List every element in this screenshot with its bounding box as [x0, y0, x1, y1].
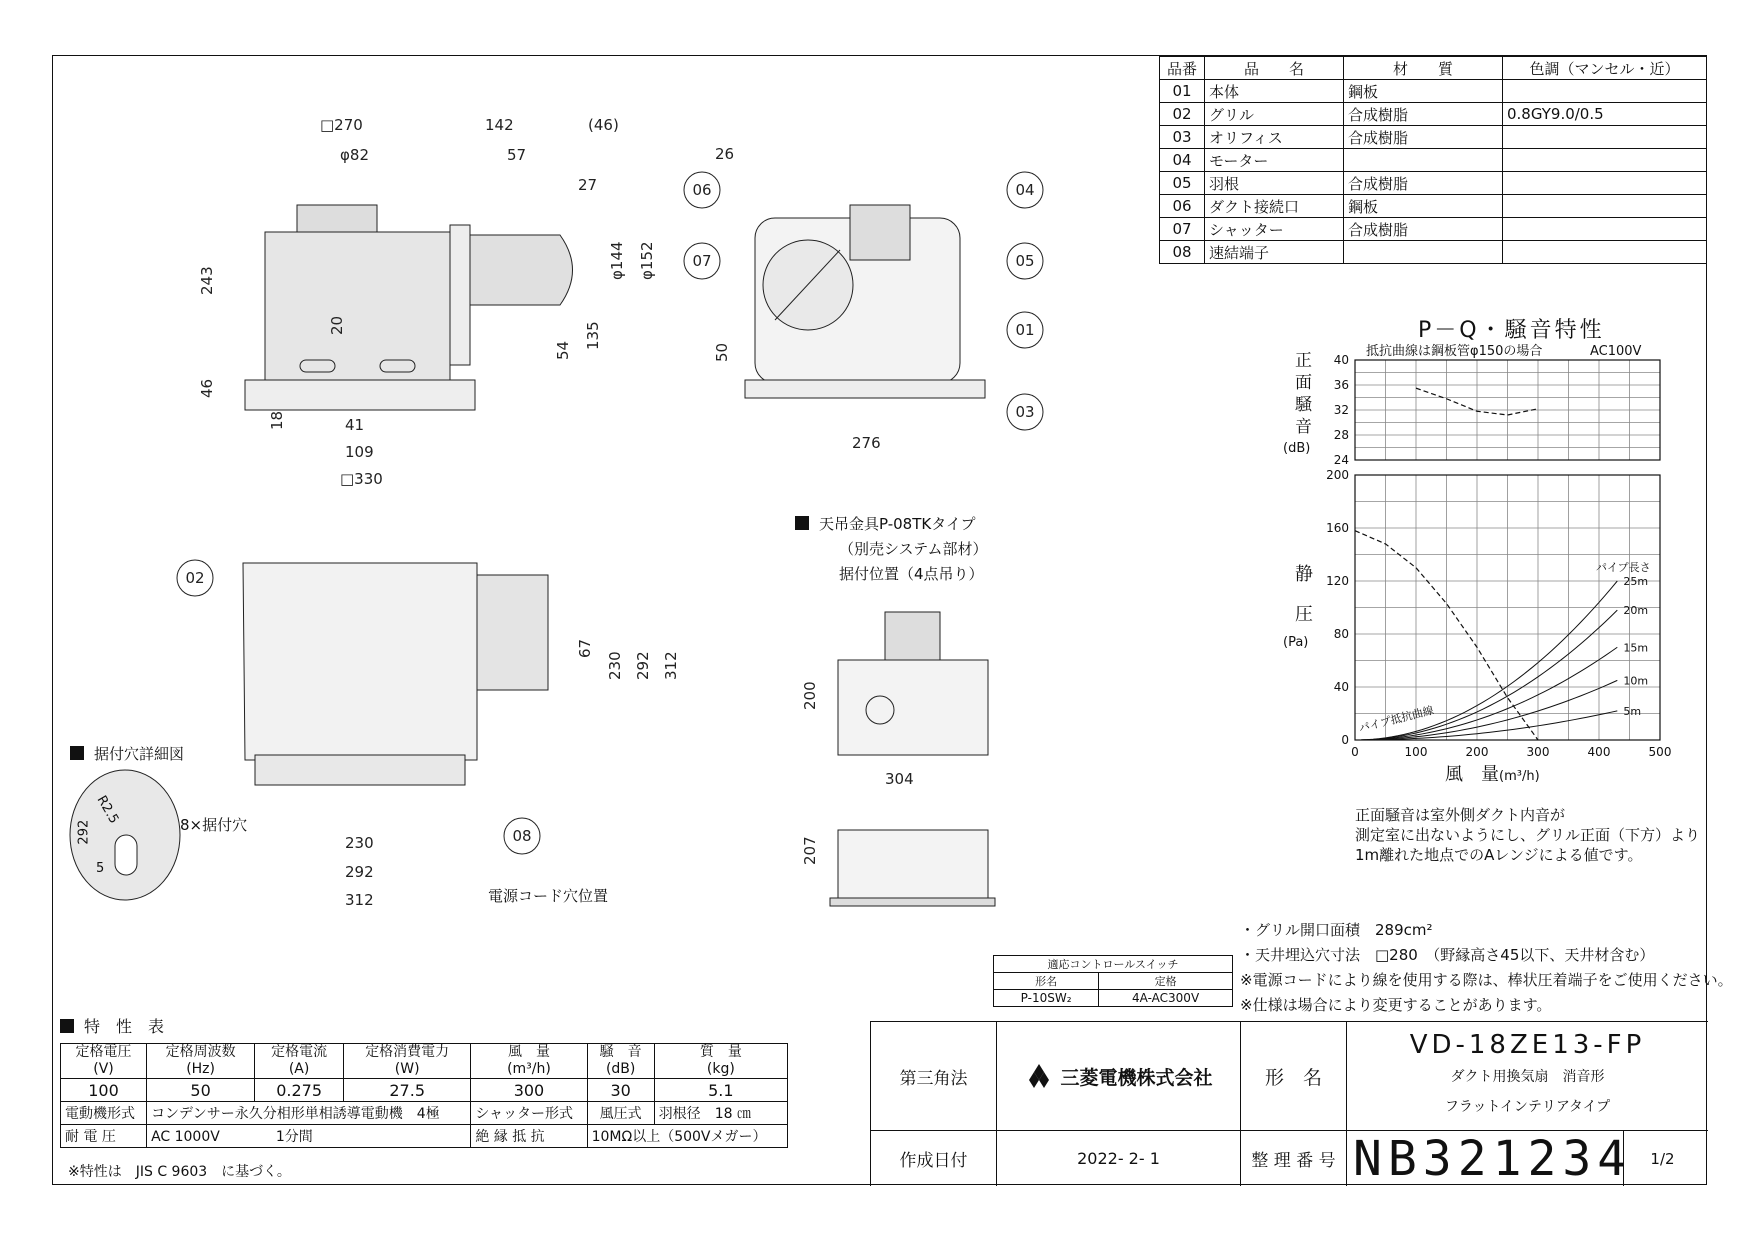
drawing-number: NB321234	[1347, 1131, 1624, 1186]
part-no: 07	[1160, 218, 1205, 241]
dimension-label: 230	[345, 834, 374, 852]
pressure-unit: (Pa)	[1283, 635, 1309, 650]
x-tick: 300	[1526, 745, 1550, 759]
hanger-views	[830, 612, 995, 906]
pipe-label: 10m	[1623, 674, 1649, 688]
callout-number: 08	[512, 827, 532, 845]
spec-header: 定格消費電力 (W)	[344, 1044, 471, 1079]
part-color: 0.8GY9.0/0.5	[1503, 103, 1707, 126]
mitsubishi-logo-icon	[1024, 1063, 1054, 1089]
x-tick: 0	[1351, 745, 1359, 759]
spec-value: 30	[587, 1079, 654, 1102]
resistance-label: パイプ抵抗曲線	[1357, 703, 1436, 735]
callout-number: 02	[185, 569, 205, 587]
dimension-label: 200	[801, 681, 819, 710]
part-no: 01	[1160, 80, 1205, 103]
noise-tick: 28	[1333, 428, 1349, 442]
part-material: 合成樹脂	[1344, 103, 1503, 126]
part-name: ダクト接続口	[1205, 195, 1344, 218]
dimension-label: φ152	[638, 241, 656, 280]
chart-note-top: 抵抗曲線は鋼板管φ150の場合	[1366, 344, 1543, 359]
switch-table: 適応コントロールスイッチ 形名 定格 P-10SW₂ 4A-AC300V	[993, 955, 1233, 1007]
dimension-label: φ82	[340, 146, 369, 164]
part-material: 合成樹脂	[1344, 218, 1503, 241]
pipe-label: 25m	[1623, 575, 1649, 588]
noise-tick: 32	[1333, 403, 1349, 417]
detail-5: 5	[96, 861, 105, 876]
detail-r: R2.5	[93, 793, 122, 827]
dimension-label: (46)	[588, 116, 619, 134]
spec-value: 50	[147, 1079, 255, 1102]
dimension-label: 276	[852, 434, 881, 452]
dimension-label: 57	[507, 146, 527, 164]
callout-number: 03	[1015, 403, 1035, 421]
part-name: 速結端子	[1205, 241, 1344, 264]
part-name: シャッター	[1205, 218, 1344, 241]
spec-table: 定格電圧 (V) 定格周波数 (Hz) 定格電流 (A) 定格消費電力 (W) 風 量 (m³/h) 騒 音 (dB) 質 量 (kg) 100 50 0.275 27.5 300 30 5.1 電動機形式 コンデンサー永久分相形単相誘導電動機 4極 シャッター形式 風圧式 羽根径 18 ㎝ 耐 電 圧 AC 1000V 1分間 絶 縁 抵 抗 10MΩ以上（500Vメガー）	[60, 1043, 788, 1148]
part-name: モーター	[1205, 149, 1344, 172]
dimension-label: 135	[584, 321, 602, 350]
spec-title: 特 性 表	[60, 1018, 164, 1036]
noise-unit: (dB)	[1283, 441, 1311, 456]
dimension-label: 20	[328, 315, 346, 335]
model-desc1: ダクト用換気扇 消音形	[1450, 1069, 1605, 1085]
part-material: 鋼板	[1344, 195, 1503, 218]
dimension-label: 230	[606, 651, 624, 680]
general-notes: ・グリル開口面積 289cm² ・天井埋込穴寸法 □280 （野縁高さ45以下、天井材含む） ※電源コードにより線を使用する際は、棒状圧着端子をご使用ください。 ※仕様は場合により変更することがあります。	[1240, 921, 1733, 1014]
noise-tick: 24	[1333, 453, 1349, 467]
part-no: 06	[1160, 195, 1205, 218]
pipe-title: パイプ長さ	[1596, 561, 1651, 574]
header-color: 色調（マンセル・近）	[1503, 57, 1707, 80]
header-name: 品 名	[1205, 57, 1344, 80]
spec-header: 風 量 (m³/h)	[471, 1044, 587, 1079]
dimension-label: 27	[578, 176, 598, 194]
pressure-tick: 80	[1333, 627, 1349, 641]
callout-number: 05	[1015, 252, 1035, 270]
spec-value: 27.5	[344, 1079, 471, 1102]
dimension-label: 312	[345, 891, 374, 909]
spec-header: 定格電圧 (V)	[61, 1044, 147, 1079]
callout-number: 07	[692, 252, 712, 270]
page-number: 1/2	[1650, 1149, 1675, 1168]
date-label: 作成日付	[871, 1131, 997, 1186]
x-tick: 200	[1465, 745, 1489, 759]
dimension-label: 243	[198, 266, 216, 295]
spec-value: 0.275	[255, 1079, 344, 1102]
dimension-label: 41	[345, 416, 365, 434]
x-tick: 400	[1587, 745, 1611, 759]
noise-tick: 36	[1333, 378, 1349, 392]
part-no: 08	[1160, 241, 1205, 264]
chart-xlabel: 風 量(m³/h)	[1445, 764, 1540, 785]
bottom-view	[243, 563, 548, 785]
part-material: 合成樹脂	[1344, 126, 1503, 149]
spec-header: 定格電流 (A)	[255, 1044, 344, 1079]
detail-292: 292	[76, 819, 92, 845]
callout-number: 04	[1015, 181, 1035, 199]
part-material: 合成樹脂	[1344, 172, 1503, 195]
pressure-tick: 200	[1326, 468, 1349, 482]
dimension-label: 109	[345, 443, 374, 461]
pipe-label: 15m	[1623, 641, 1649, 655]
model-desc2: フラットインテリアタイプ	[1444, 1099, 1611, 1115]
pressure-tick: 40	[1333, 680, 1349, 694]
part-name: 本体	[1205, 80, 1344, 103]
part-name: 羽根	[1205, 172, 1344, 195]
pipe-label: 20m	[1623, 604, 1649, 618]
pressure-tick: 120	[1326, 574, 1349, 588]
company: 三菱電機株式会社	[997, 1022, 1241, 1131]
dimension-label: □270	[320, 116, 363, 134]
callout-number: 01	[1015, 321, 1035, 339]
chart-notes: 正面騒音は室外側ダクト内音が 測定室に出ないようにし、グリル正面（下方）より 1m離れた地点でのAレンジによる値です。	[1355, 806, 1701, 864]
part-no: 03	[1160, 126, 1205, 149]
part-no: 02	[1160, 103, 1205, 126]
resistance-curve	[1355, 680, 1617, 740]
pressure-tick: 0	[1341, 733, 1349, 747]
x-tick: 100	[1404, 745, 1428, 759]
number-label: 整 理 番 号	[1241, 1131, 1347, 1186]
part-no: 04	[1160, 149, 1205, 172]
dimension-label: 67	[576, 638, 594, 658]
callout-number: 06	[692, 181, 712, 199]
dimension-label: 292	[345, 863, 374, 881]
model-label: 形 名	[1241, 1022, 1347, 1131]
dimension-label: φ144	[608, 241, 626, 280]
title-block	[870, 1021, 1708, 1186]
dimension-label: 26	[715, 145, 735, 163]
part-no: 05	[1160, 172, 1205, 195]
dimension-label: 54	[554, 340, 572, 360]
side-view	[745, 205, 985, 398]
x-tick: 500	[1648, 745, 1672, 759]
pressure-tick: 160	[1326, 521, 1349, 535]
dimension-label: 18	[268, 410, 286, 430]
date: 2022- 2- 1	[997, 1131, 1241, 1186]
chart-voltage: AC100V	[1590, 344, 1642, 359]
dimension-label: 292	[634, 651, 652, 680]
part-name: グリル	[1205, 103, 1344, 126]
spec-header: 質 量 (kg)	[654, 1044, 787, 1079]
header-no: 品番	[1160, 57, 1205, 80]
pq-chart	[1280, 345, 1680, 765]
spec-value: 300	[471, 1079, 587, 1102]
model-cell	[1347, 1022, 1708, 1131]
spec-value: 5.1	[654, 1079, 787, 1102]
dimension-label: 312	[662, 651, 680, 680]
dimension-label: □330	[340, 470, 383, 488]
holes-label: 8×据付穴	[180, 816, 248, 834]
dimension-label: 304	[885, 770, 914, 788]
dimension-label: 50	[713, 342, 731, 362]
noise-ylabel: 正 面 騒 音	[1295, 351, 1312, 437]
spec-header: 騒 音 (dB)	[587, 1044, 654, 1079]
header-material: 材 質	[1344, 57, 1503, 80]
spec-header: 定格周波数 (Hz)	[147, 1044, 255, 1079]
part-name: オリフィス	[1205, 126, 1344, 149]
pressure-ylabel: 静 圧	[1295, 564, 1313, 625]
spec-value: 100	[61, 1079, 147, 1102]
model-number: VD-18ZE13-FP	[1409, 1030, 1646, 1060]
cord-label: 電源コード穴位置	[488, 887, 609, 905]
front-view	[245, 205, 573, 410]
dimension-label: 142	[485, 116, 514, 134]
chart-title: P－Q・騒音特性	[1418, 318, 1605, 343]
detail-title: 据付穴詳細図	[70, 746, 184, 763]
noise-tick: 40	[1333, 353, 1349, 367]
dimension-label: 46	[198, 378, 216, 398]
part-material: 鋼板	[1344, 80, 1503, 103]
dimension-label: 207	[801, 836, 819, 865]
hanger-notes: 天吊金具P-08TKタイプ （別売システム部材） 据付位置（4点吊り）	[795, 512, 988, 587]
pipe-label: 5m	[1623, 704, 1642, 718]
spec-footnote: ※特性は JIS C 9603 に基づく。	[68, 1164, 291, 1180]
projection: 第三角法	[871, 1022, 997, 1131]
